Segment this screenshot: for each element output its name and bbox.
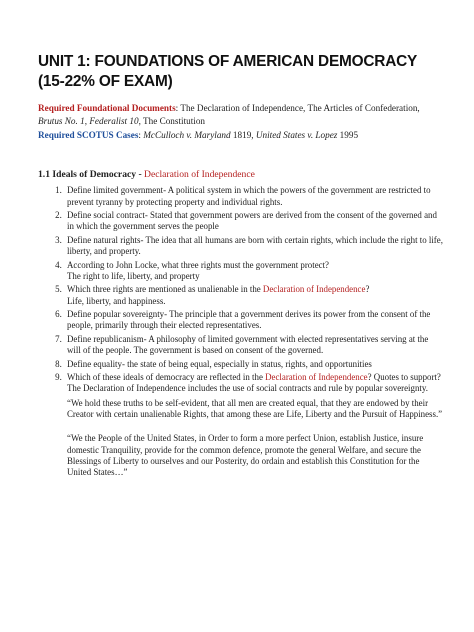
item-text: Define equality- the state of being equal, especially in status, rights, and opportunities xyxy=(67,358,372,369)
required-cases-colon: : xyxy=(138,129,144,140)
required-cases-label: Required SCOTUS Cases xyxy=(38,129,139,140)
item-text: Which of these ideals of democracy are reflected in the xyxy=(67,372,266,383)
section-heading xyxy=(38,168,444,181)
item-text: Define republicanism- A philosophy of limited government with elected representatives serving at the will of the people. The government is based on consent of the governed. xyxy=(67,333,429,356)
required-documents xyxy=(38,102,444,129)
required-documents-text: : The Declaration of Independence, The Articles of Confederation, xyxy=(175,103,420,113)
list-item xyxy=(64,372,444,478)
brutus-title: Brutus No. 1 xyxy=(38,116,85,127)
required-cases xyxy=(38,129,444,142)
lopez-year: 1995 xyxy=(337,129,359,140)
item-text: Define natural rights- The idea that all humans are born with certain rights, which include the right to life, liberty, and property. xyxy=(67,234,443,257)
federalist-title: Federalist 10 xyxy=(89,116,139,127)
list-item xyxy=(64,260,444,283)
item-text: Define limited government- A political system in which the powers of the government are restricted to prevent tyranny by protecting property and individual rights. xyxy=(67,185,431,207)
item-text: According to John Locke, what three rights must the government protect? xyxy=(67,259,329,270)
item-text: Define popular sovereignty- The principle that a government derives its power from the consent of the people, primarily through their elected representatives. xyxy=(67,309,431,331)
list-item xyxy=(64,359,444,370)
section-title: 1.1 Ideals of Democracy - xyxy=(38,169,145,181)
declaration-link[interactable]: Declaration of Independence xyxy=(144,169,255,181)
question-list xyxy=(38,185,444,478)
mcculloch-year: 1819, xyxy=(230,129,256,140)
title-main: UNIT 1: FOUNDATIONS OF AMERICAN DEMOCRACY xyxy=(38,53,417,70)
declaration-link[interactable]: Declaration of Independence xyxy=(262,284,366,295)
item-answer: The Declaration of Independence includes the use of social contracts and rule by popular sovereignty. xyxy=(67,383,428,394)
quote-declaration: “We hold these truths to be self-evident, that all men are created equal, that they are endowed by their Creator with certain unalienable Rights, that among these are Life, Liberty and the Pursuit of Happiness.” xyxy=(67,397,443,420)
list-item xyxy=(64,235,444,258)
title-weight: (15-22% OF EXAM) xyxy=(38,73,173,90)
required-documents-label: Required Foundational Documents xyxy=(38,103,176,113)
declaration-link[interactable]: Declaration of Independence xyxy=(265,372,368,383)
list-item xyxy=(64,210,444,233)
required-documents-tail: , The Constitution xyxy=(138,116,206,127)
mcculloch-case: McCulloch v. Maryland xyxy=(143,129,231,140)
list-item xyxy=(64,334,444,357)
list-item xyxy=(64,309,444,332)
item-answer: The right to life, liberty, and property xyxy=(67,270,200,281)
item-text: Which three rights are mentioned as unalienable in the xyxy=(67,284,263,295)
item-text-end: ? xyxy=(365,284,370,295)
page-title xyxy=(38,52,444,92)
list-item xyxy=(64,284,444,307)
separator: , xyxy=(84,116,90,127)
item-text: Define social contract- Stated that government powers are derived from the consent of the governed and in which the government serves the people xyxy=(67,210,437,232)
list-item xyxy=(64,185,444,208)
lopez-case: United States v. Lopez xyxy=(255,129,338,140)
quote-constitution: “We the People of the United States, in Order to form a more perfect Union, establish Justice, insure domestic Tranquility, provide for the common defence, promote the general Welfare, and secure the Blessings of Liberty to ourselves and our Posterity, do ordain and establish this Constitution for the United States…” xyxy=(67,433,424,478)
item-text-end: ? Quotes to support? xyxy=(367,372,441,383)
item-answer: Life, liberty, and happiness. xyxy=(67,295,166,306)
